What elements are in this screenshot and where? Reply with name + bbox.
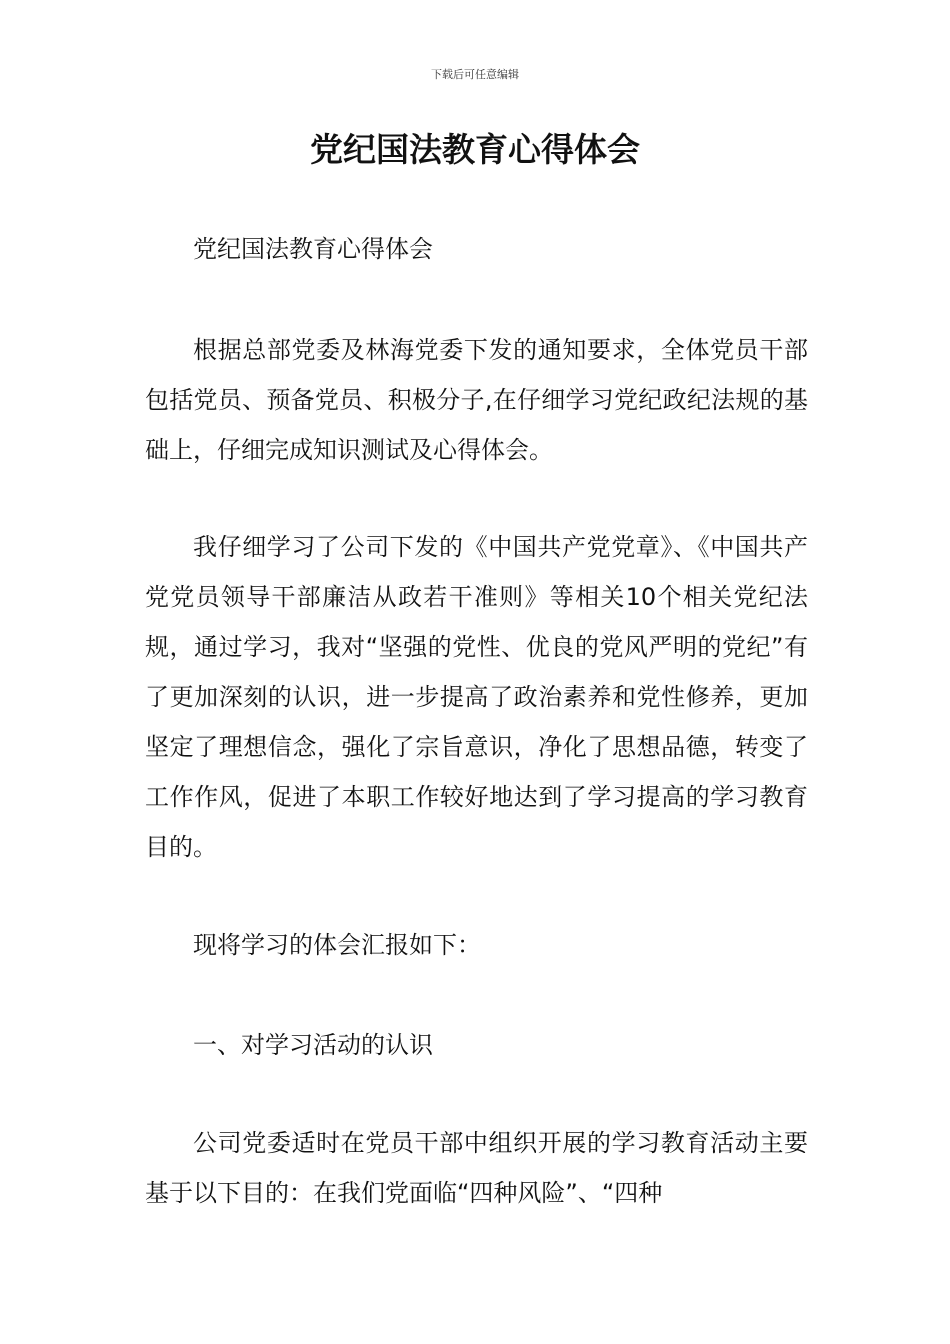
section-heading-1: 一、对学习活动的认识 xyxy=(193,1031,433,1059)
paragraph-subtitle: 党纪国法教育心得体会 xyxy=(193,235,433,263)
paragraph-purpose: 公司党委适时在党员干部中组织开展的学习教育活动主要基于以下目的：在我们党面临“四种风险”、“四种 xyxy=(145,1129,808,1207)
download-note: 下载后可任意编辑 xyxy=(431,68,519,81)
paragraph-study: 我仔细学习了公司下发的《中国共产党党章》、《中国共产党党员领导干部廉洁从政若干准则》等相关10个相关党纪法规，通过学习，我对“坚强的党性、优良的党风严明的党纪”有了更加深刻的认识，进一步提高了政治素养和党性修养，更加坚定了理想信念，强化了宗旨意识，净化了思想品德，转变了工作作风，促进了本职工作较好地达到了学习提高的学习教育目的。 xyxy=(145,533,808,861)
paragraph-report-lead: 现将学习的体会汇报如下： xyxy=(193,931,481,959)
paragraph-intro: 根据总部党委及林海党委下发的通知要求，全体党员干部包括党员、预备党员、积极分子,在仔细学习党纪政纪法规的基础上，仔细完成知识测试及心得体会。 xyxy=(145,336,808,464)
document-title: 党纪国法教育心得体会 xyxy=(310,130,640,169)
